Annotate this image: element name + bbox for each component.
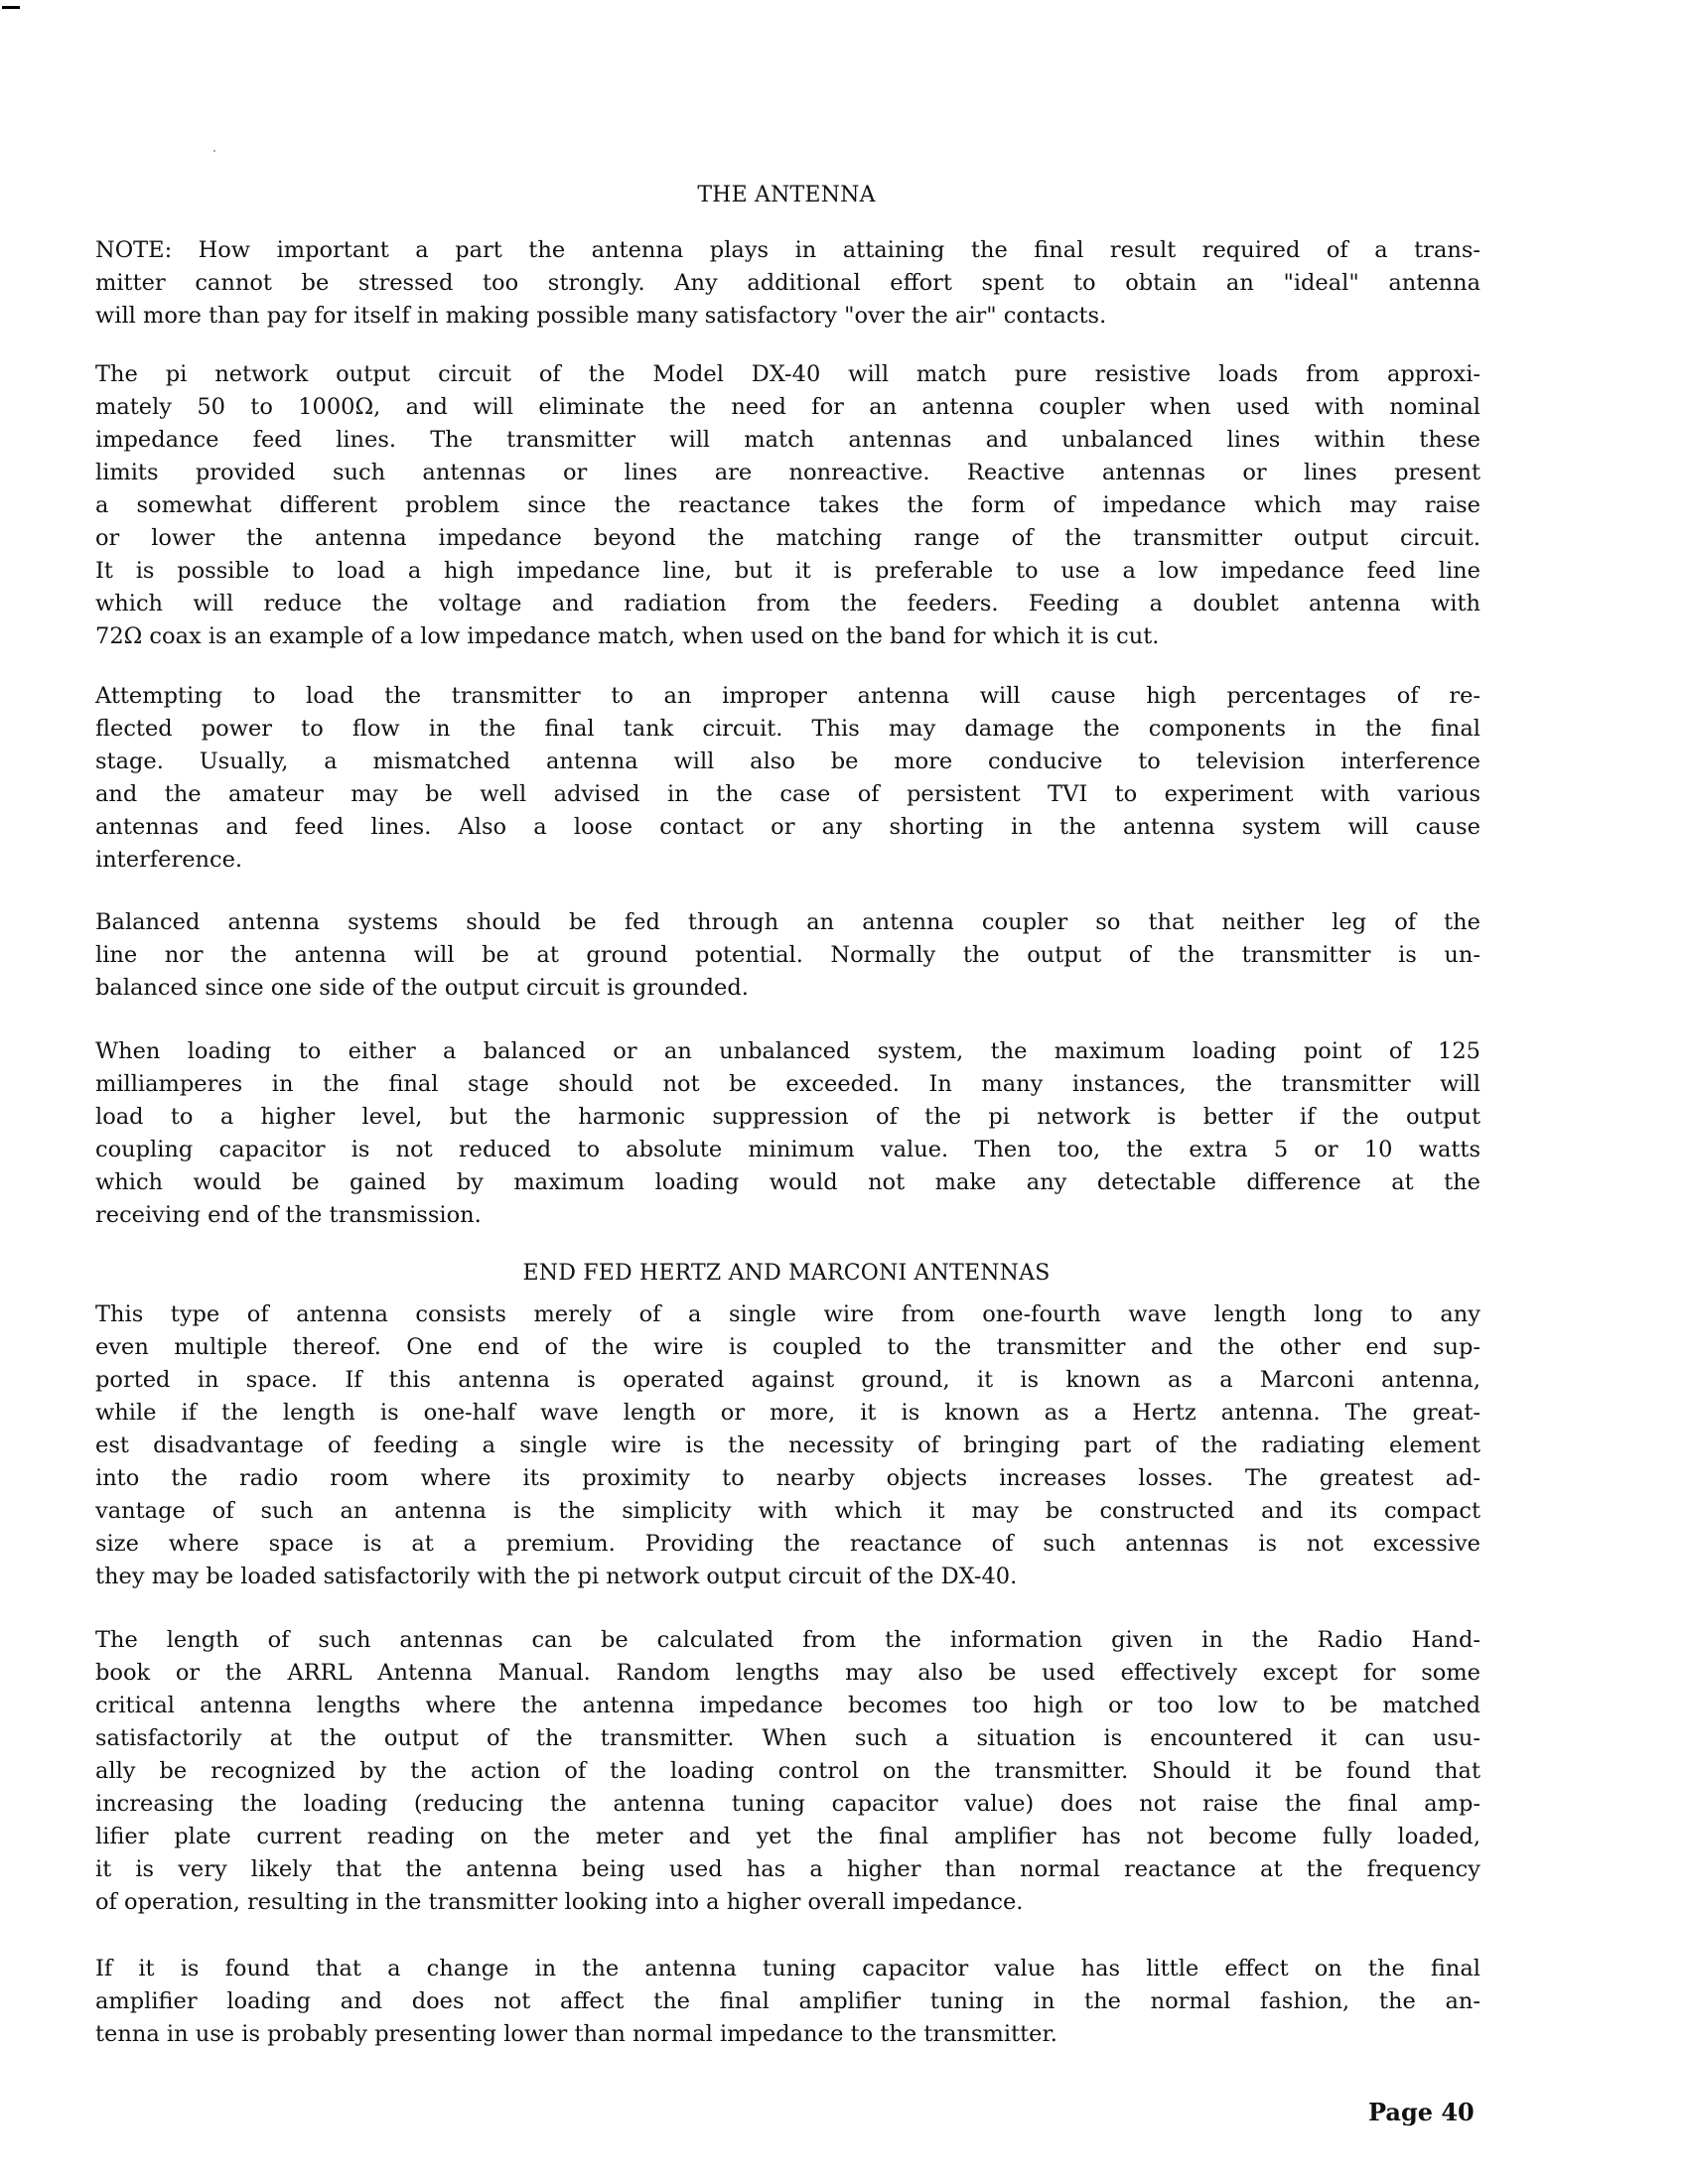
text-line: ally be recognized by the action of the loading control on the transmitter. Should it be found that xyxy=(95,1758,1480,1784)
text-line: while if the length is one-half wave length or more, it is known as a Hertz antenna. The great- xyxy=(95,1400,1480,1426)
paragraph-improper-antenna xyxy=(95,680,1480,877)
text-line: If it is found that a change in the antenna tuning capacitor value has little effect on the final xyxy=(95,1956,1480,1981)
text-line: lifier plate current reading on the meter and yet the final amplifier has not become fully loaded, xyxy=(95,1824,1480,1849)
text-line: coupling capacitor is not reduced to absolute minimum value. Then too, the extra 5 or 10 watts xyxy=(95,1137,1480,1162)
text-line: The length of such antennas can be calculated from the information given in the Radio Hand- xyxy=(95,1627,1480,1653)
text-line: mately 50 to 1000Ω, and will eliminate the need for an antenna coupler when used with nominal xyxy=(95,394,1480,420)
text-line: est disadvantage of feeding a single wire is the necessity of bringing part of the radiating element xyxy=(95,1433,1480,1458)
text-line: of operation, resulting in the transmitter looking into a higher overall impedance. xyxy=(95,1889,1024,1915)
text-line: and the amateur may be well advised in the case of persistent TVI to experiment with various xyxy=(95,781,1480,807)
text-line: Attempting to load the transmitter to an improper antenna will cause high percentages of re- xyxy=(95,683,1480,709)
text-line: It is possible to load a high impedance line, but it is preferable to use a low impedance feed line xyxy=(95,558,1480,584)
text-line: satisfactorily at the output of the transmitter. When such a situation is encountered it can usu- xyxy=(95,1725,1480,1751)
text-line: line nor the antenna will be at ground potential. Normally the output of the transmitter is un- xyxy=(95,942,1480,968)
text-line: milliamperes in the final stage should not be exceeded. In many instances, the transmitter will xyxy=(95,1071,1480,1097)
paragraph-antenna-length xyxy=(95,1624,1480,1919)
text-line: which would be gained by maximum loading would not make any detectable difference at the xyxy=(95,1169,1480,1195)
text-line: a somewhat different problem since the reactance takes the form of impedance which may raise xyxy=(95,492,1480,518)
text-line: increasing the loading (reducing the antenna tuning capacitor value) does not raise the final amp- xyxy=(95,1791,1480,1817)
text-line: flected power to flow in the final tank circuit. This may damage the components in the final xyxy=(95,716,1480,742)
text-line: This type of antenna consists merely of a single wire from one-fourth wave length long to any xyxy=(95,1301,1480,1327)
text-line: amplifier loading and does not affect the final amplifier tuning in the normal fashion, the an- xyxy=(95,1988,1480,2014)
text-line: even multiple thereof. One end of the wire is coupled to the transmitter and the other end sup- xyxy=(95,1334,1480,1360)
text-line: will more than pay for itself in making possible many satisfactory "over the air" contacts. xyxy=(95,303,1107,329)
text-line: 72Ω coax is an example of a low impedance match, when used on the band for which it is cut. xyxy=(95,623,1160,649)
paragraph-loading-limit xyxy=(95,1035,1480,1232)
text-line: limits provided such antennas or lines are nonreactive. Reactive antennas or lines present xyxy=(95,460,1480,485)
scan-speck xyxy=(213,150,215,152)
paragraph-end-fed-description xyxy=(95,1298,1480,1593)
text-line: size where space is at a premium. Providing the reactance of such antennas is not excessive xyxy=(95,1531,1480,1557)
text-line: Balanced antenna systems should be fed through an antenna coupler so that neither leg of the xyxy=(95,909,1480,935)
section-heading-end-fed: END FED HERTZ AND MARCONI ANTENNAS xyxy=(522,1261,1051,1286)
page-title: THE ANTENNA xyxy=(697,183,876,207)
text-line: receiving end of the transmission. xyxy=(95,1202,482,1228)
text-line: tenna in use is probably presenting lower than normal impedance to the transmitter. xyxy=(95,2021,1057,2047)
text-line: load to a higher level, but the harmonic suppression of the pi network is better if the output xyxy=(95,1104,1480,1130)
text-line: they may be loaded satisfactorily with the pi network output circuit of the DX-40. xyxy=(95,1564,1018,1589)
text-line: into the radio room where its proximity to nearby objects increases losses. The greatest ad- xyxy=(95,1465,1480,1491)
text-line: critical antenna lengths where the antenna impedance becomes too high or too low to be matched xyxy=(95,1693,1480,1718)
text-line: vantage of such an antenna is the simplicity with which it may be constructed and its compact xyxy=(95,1498,1480,1524)
paragraph-note xyxy=(95,234,1480,333)
text-line: mitter cannot be stressed too strongly. Any additional effort spent to obtain an "ideal" antenna xyxy=(95,270,1480,296)
text-line: NOTE: How important a part the antenna plays in attaining the final result required of a trans- xyxy=(95,237,1480,263)
paragraph-balanced-systems xyxy=(95,906,1480,1005)
text-line: impedance feed lines. The transmitter will match antennas and unbalanced lines within these xyxy=(95,427,1480,453)
paragraph-pi-network xyxy=(95,358,1480,653)
scan-corner-mark xyxy=(2,6,20,9)
text-line: book or the ARRL Antenna Manual. Random lengths may also be used effectively except for some xyxy=(95,1660,1480,1686)
text-line: it is very likely that the antenna being used has a higher than normal reactance at the frequency xyxy=(95,1856,1480,1882)
text-line: antennas and feed lines. Also a loose contact or any shorting in the antenna system will cause xyxy=(95,814,1480,840)
text-line: which will reduce the voltage and radiation from the feeders. Feeding a doublet antenna with xyxy=(95,591,1480,616)
text-line: ported in space. If this antenna is operated against ground, it is known as a Marconi antenna, xyxy=(95,1367,1480,1393)
paragraph-low-impedance xyxy=(95,1953,1480,2051)
text-line: or lower the antenna impedance beyond the matching range of the transmitter output circuit. xyxy=(95,525,1480,551)
text-line: When loading to either a balanced or an unbalanced system, the maximum loading point of 125 xyxy=(95,1038,1480,1064)
text-line: balanced since one side of the output circuit is grounded. xyxy=(95,975,749,1001)
text-line: interference. xyxy=(95,847,243,873)
text-line: stage. Usually, a mismatched antenna will also be more conducive to television interference xyxy=(95,749,1480,774)
text-line: The pi network output circuit of the Model DX-40 will match pure resistive loads from approxi- xyxy=(95,361,1480,387)
page-number: Page 40 xyxy=(1368,2098,1475,2126)
